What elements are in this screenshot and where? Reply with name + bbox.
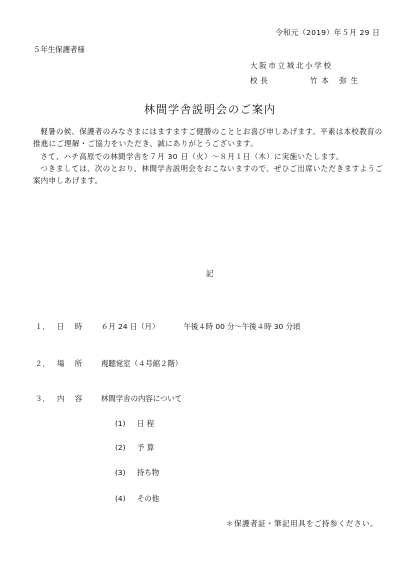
subitem-label: 予 算	[137, 443, 155, 452]
subitem-number: (4)	[115, 494, 126, 503]
body-paragraph: さて、ハチ高原での林間学舎を７月 30 日（火）～８月１日（木）に実施いたします。	[40, 151, 344, 161]
item-label: 内 容	[57, 394, 87, 403]
item-place	[35, 358, 182, 369]
subitem-budget	[115, 442, 154, 453]
footnote: ＊保護者証・筆記用具をご持参ください。	[226, 519, 378, 528]
ki-heading: 記	[206, 269, 214, 278]
subitem-label: 日 程	[137, 419, 155, 428]
sender-line	[250, 75, 362, 86]
document-date: 令和元（2019）年５月 29 日	[275, 28, 380, 37]
document-title: 林間学舎説明会のご案内	[144, 103, 276, 116]
recipient: ５年生保護者様	[33, 45, 85, 54]
body-paragraph: つきましては、次のとおり、林間学舎説明会をおこないますので、ぜひご出席いただきますようご案内申しあげます。	[33, 163, 384, 186]
subitem-number: (2)	[115, 443, 126, 452]
item-content	[35, 393, 182, 404]
item-number: ２．	[35, 359, 50, 368]
subitem-schedule	[115, 418, 154, 429]
item-label: 場 所	[57, 359, 87, 368]
item-value: 林間学舎の内容について	[101, 394, 183, 403]
subitem-number: (1)	[115, 419, 126, 428]
subitem-number: (3)	[115, 468, 126, 477]
item-label: 日 時	[57, 322, 87, 331]
subitem-label: その他	[137, 494, 160, 503]
item-number: ３．	[35, 394, 50, 403]
item-value: ６月 24 日（月）	[101, 322, 160, 331]
item-datetime	[35, 321, 300, 332]
item-value: 視聴覚室（４号館２階）	[101, 359, 183, 368]
item-number: １．	[35, 322, 50, 331]
sender-name: 竹本 弥生	[310, 76, 362, 85]
subitem-other	[115, 493, 159, 504]
subitem-label: 持ち物	[137, 468, 160, 477]
item-time: 午後４時 00 分～午後４時 30 分頃	[183, 322, 301, 331]
sender-role: 校長	[250, 76, 271, 85]
sender-organization: 大阪市立城北小学校	[250, 61, 333, 70]
body-text	[33, 126, 388, 187]
subitem-belongings	[115, 467, 159, 478]
body-paragraph: 軽暑の候、保護者のみなさまにはますますご健勝のこととお喜び申しあげます。平素は本校教育の推進にご理解・ご協力をいただき、誠にありがとうございます。	[33, 127, 383, 149]
